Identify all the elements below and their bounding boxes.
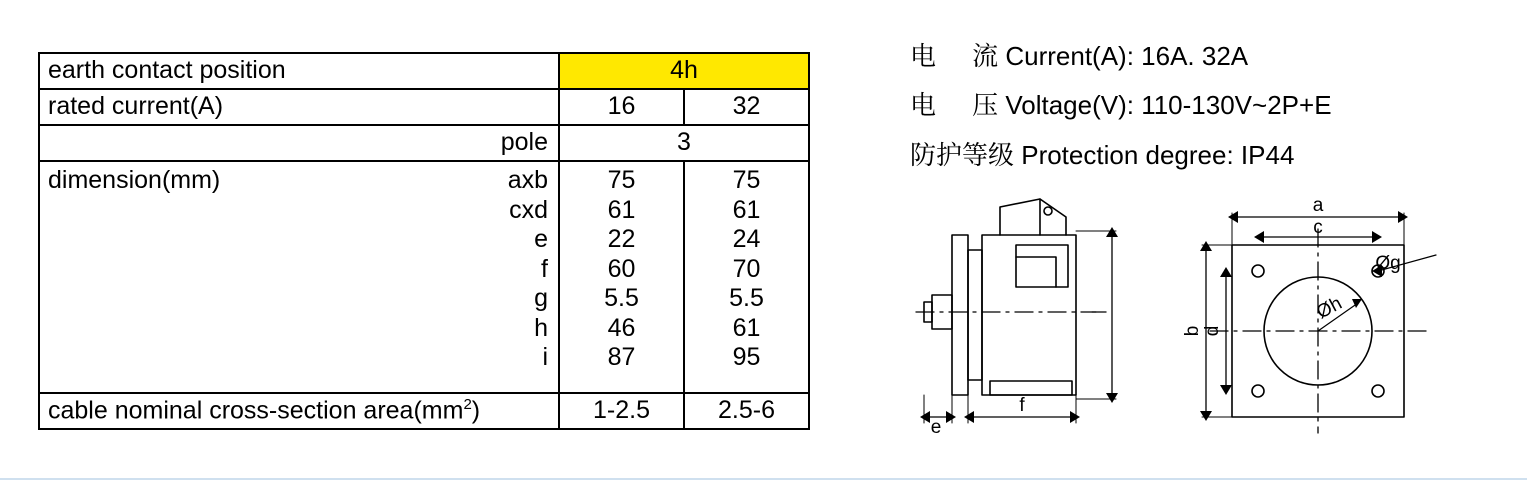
pole-value: 3 [559, 125, 809, 161]
rated-current-16: 16 [559, 89, 684, 125]
dimension-key-axb: axb [507, 166, 548, 194]
table-row [39, 125, 809, 161]
dimension-key-list [508, 166, 548, 373]
cable-value-32: 2.5-6 [684, 393, 809, 429]
cable-label-main: cable nominal cross-section area(mm [48, 396, 464, 425]
table-row [39, 53, 809, 89]
rated-current-label: rated current(A) [39, 89, 559, 125]
dimension-16-h: 46 [607, 313, 636, 342]
dimension-16-axb: 75 [607, 166, 636, 194]
info-protection: 防护等级 Protection degree: IP44 [910, 139, 1295, 170]
specification-table [38, 52, 810, 430]
technical-drawings [880, 195, 1500, 450]
dimension-32-g: 5.5 [729, 284, 764, 312]
product-info-block [910, 32, 1332, 180]
earth-contact-position-label: earth contact position [39, 53, 559, 89]
label-d: d [1202, 325, 1223, 337]
info-current: 电 流 Current(A): 16A. 32A [910, 41, 1249, 71]
pole-label: pole [39, 125, 559, 161]
earth-contact-position-value: 4h [559, 53, 809, 89]
label-e: e [930, 417, 942, 438]
label-c: c [1313, 217, 1323, 238]
rated-current-32: 32 [684, 89, 809, 125]
dimension-32-i: 95 [732, 343, 761, 371]
label-a: a [1312, 195, 1324, 216]
cable-label-sup: 2 [463, 396, 472, 414]
cable-value-16: 1-2.5 [559, 393, 684, 429]
dimension-key-cxd: cxd [509, 195, 548, 224]
dimension-16-cxd: 61 [607, 195, 636, 224]
dimension-16-g: 5.5 [604, 284, 639, 312]
dimension-16-i: 87 [607, 343, 636, 371]
table-row [39, 161, 809, 393]
label-g: Øg [1375, 253, 1401, 274]
dimension-32-axb: 75 [732, 166, 761, 194]
info-voltage: 电 压 Voltage(V): 110-130V~2P+E [910, 90, 1332, 121]
dimension-32-h: 61 [732, 313, 761, 342]
dimension-label: dimension(mm) [48, 166, 221, 194]
dimension-32-cxd: 61 [732, 195, 761, 224]
dimension-values-32 [684, 161, 809, 393]
dimension-32-f: 70 [732, 254, 761, 283]
dimension-values-16 [559, 161, 684, 393]
label-f: f [1019, 395, 1025, 416]
bottom-divider [0, 478, 1527, 480]
dimension-16-e: 22 [607, 225, 636, 253]
dimension-32-e: 24 [732, 225, 761, 253]
dimension-label-cell [39, 161, 559, 393]
label-b: b [1182, 325, 1203, 337]
table-row [39, 393, 809, 429]
front-view-drawing [1200, 211, 1436, 433]
dimension-key-h: h [534, 313, 548, 342]
label-h: Øh [1313, 292, 1346, 324]
dimension-key-i: i [542, 343, 548, 371]
drawings-svg [880, 195, 1500, 450]
cable-label-end: ) [471, 396, 481, 425]
dimension-16-f: 60 [607, 254, 636, 283]
cable-cross-section-label [39, 393, 559, 429]
table-row [39, 89, 809, 125]
dimension-key-g: g [534, 284, 548, 312]
side-view-drawing [916, 199, 1118, 423]
dimension-key-e: e [534, 225, 548, 253]
dimension-key-f: f [541, 254, 548, 283]
